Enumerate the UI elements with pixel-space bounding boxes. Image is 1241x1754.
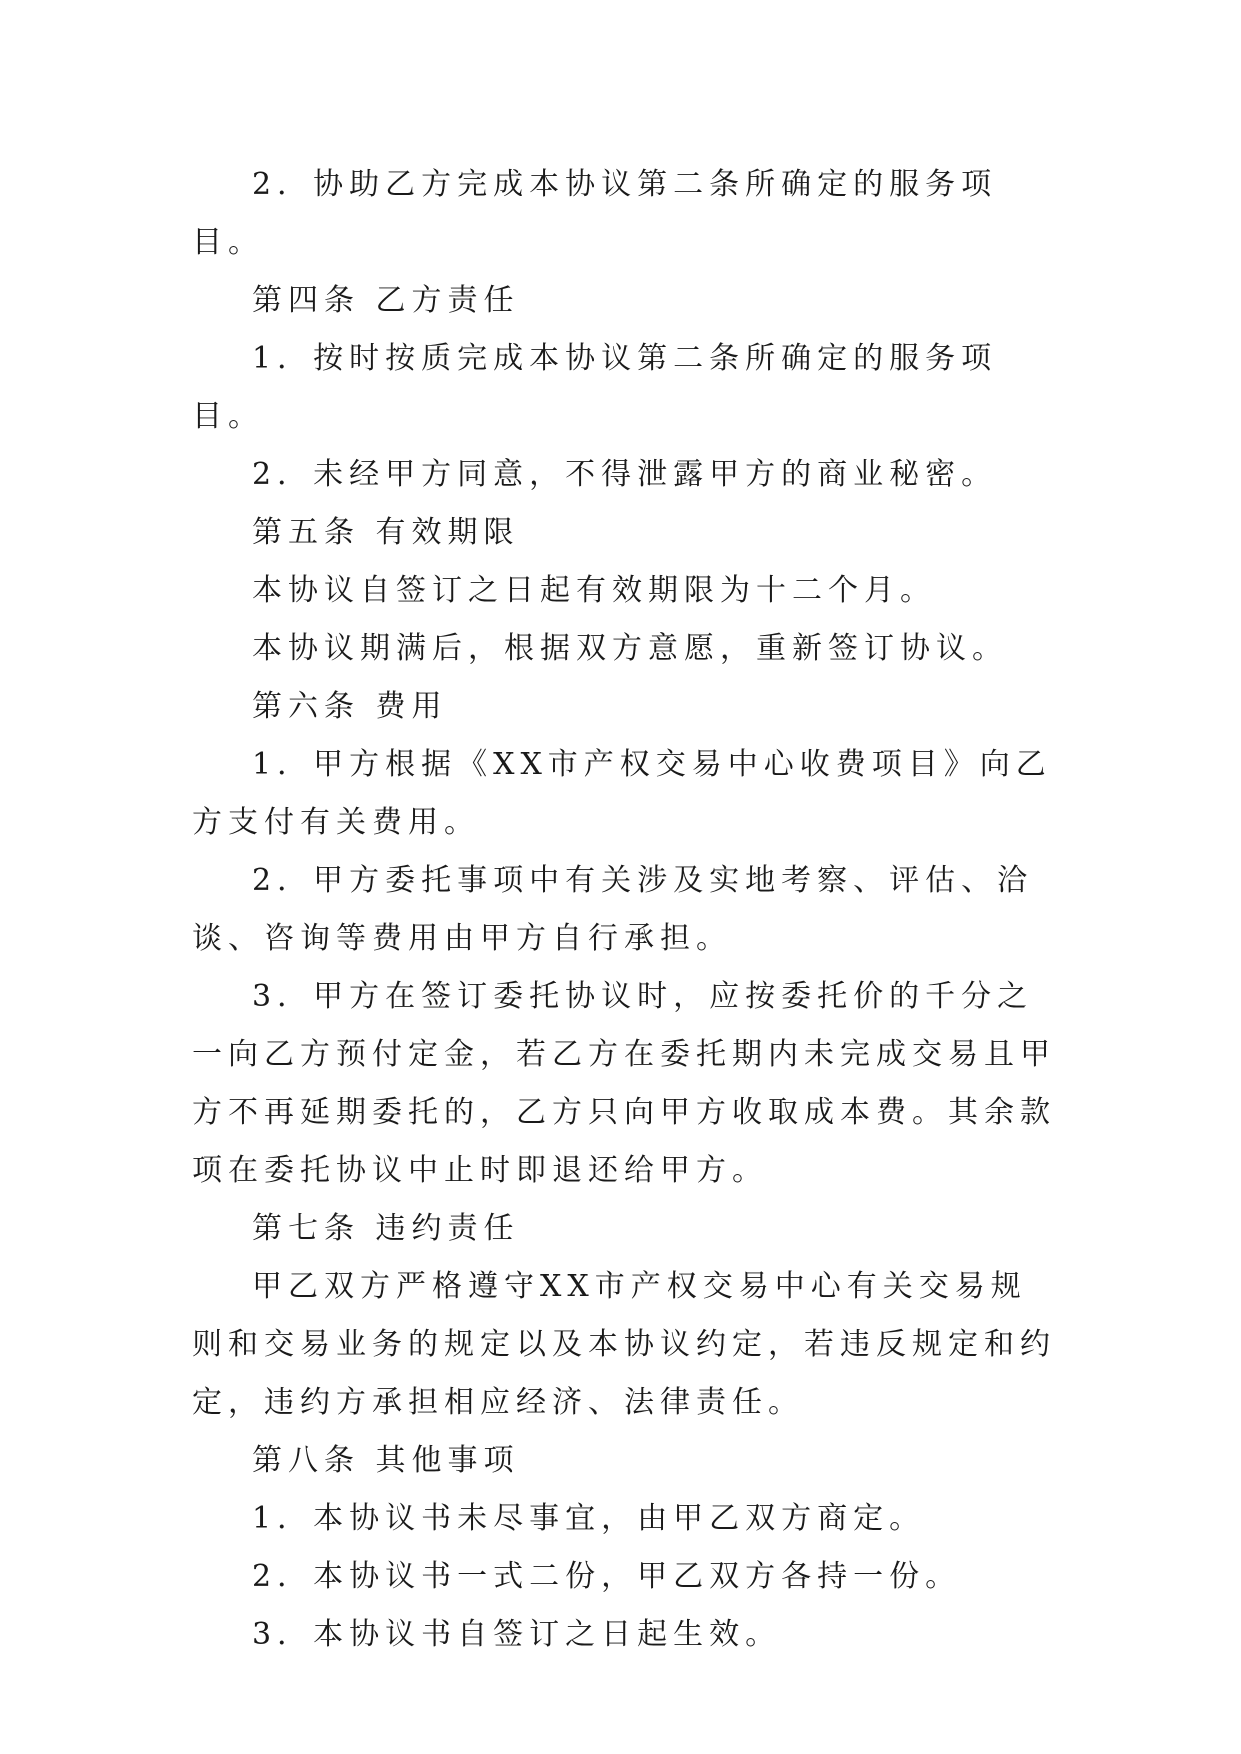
paragraph: 2．本协议书一式二份，甲乙双方各持一份。 <box>252 1559 962 1594</box>
paragraph: 甲乙双方严格遵守XX市产权交易中心有关交易规则和交易业务的规定以及本协议约定，若违反规定和约定，违约方承担相应经济、法律责任。 <box>192 1269 1056 1420</box>
article-heading: 第七条 违约责任 <box>252 1211 520 1246</box>
paragraph: 2．协助乙方完成本协议第二条所确定的服务项目。 <box>192 167 998 260</box>
paragraph: 2．甲方委托事项中有关涉及实地考察、评估、洽谈、咨询等费用由甲方自行承担。 <box>192 863 1034 956</box>
article-heading: 第五条 有效期限 <box>252 515 520 550</box>
paragraph: 本协议期满后，根据双方意愿，重新签订协议。 <box>252 631 1008 666</box>
paragraph: 1．甲方根据《XX市产权交易中心收费项目》向乙方支付有关费用。 <box>192 747 1052 840</box>
document-body <box>192 156 1062 1664</box>
paragraph: 本协议自签订之日起有效期限为十二个月。 <box>252 573 936 608</box>
paragraph: 3．本协议书自签订之日起生效。 <box>252 1617 782 1652</box>
paragraph: 3．甲方在签订委托协议时，应按委托价的千分之一向乙方预付定金，若乙方在委托期内未完成交易且甲方不再延期委托的，乙方只向甲方收取成本费。其余款项在委托协议中止时即退还给甲方。 <box>192 979 1056 1188</box>
paragraph: 1．本协议书未尽事宜，由甲乙双方商定。 <box>252 1501 926 1536</box>
article-heading: 第四条 乙方责任 <box>252 283 520 318</box>
article-heading: 第六条 费用 <box>252 689 448 724</box>
paragraph: 2．未经甲方同意，不得泄露甲方的商业秘密。 <box>252 457 998 492</box>
article-heading: 第八条 其他事项 <box>252 1443 520 1478</box>
paragraph: 1．按时按质完成本协议第二条所确定的服务项目。 <box>192 341 998 434</box>
